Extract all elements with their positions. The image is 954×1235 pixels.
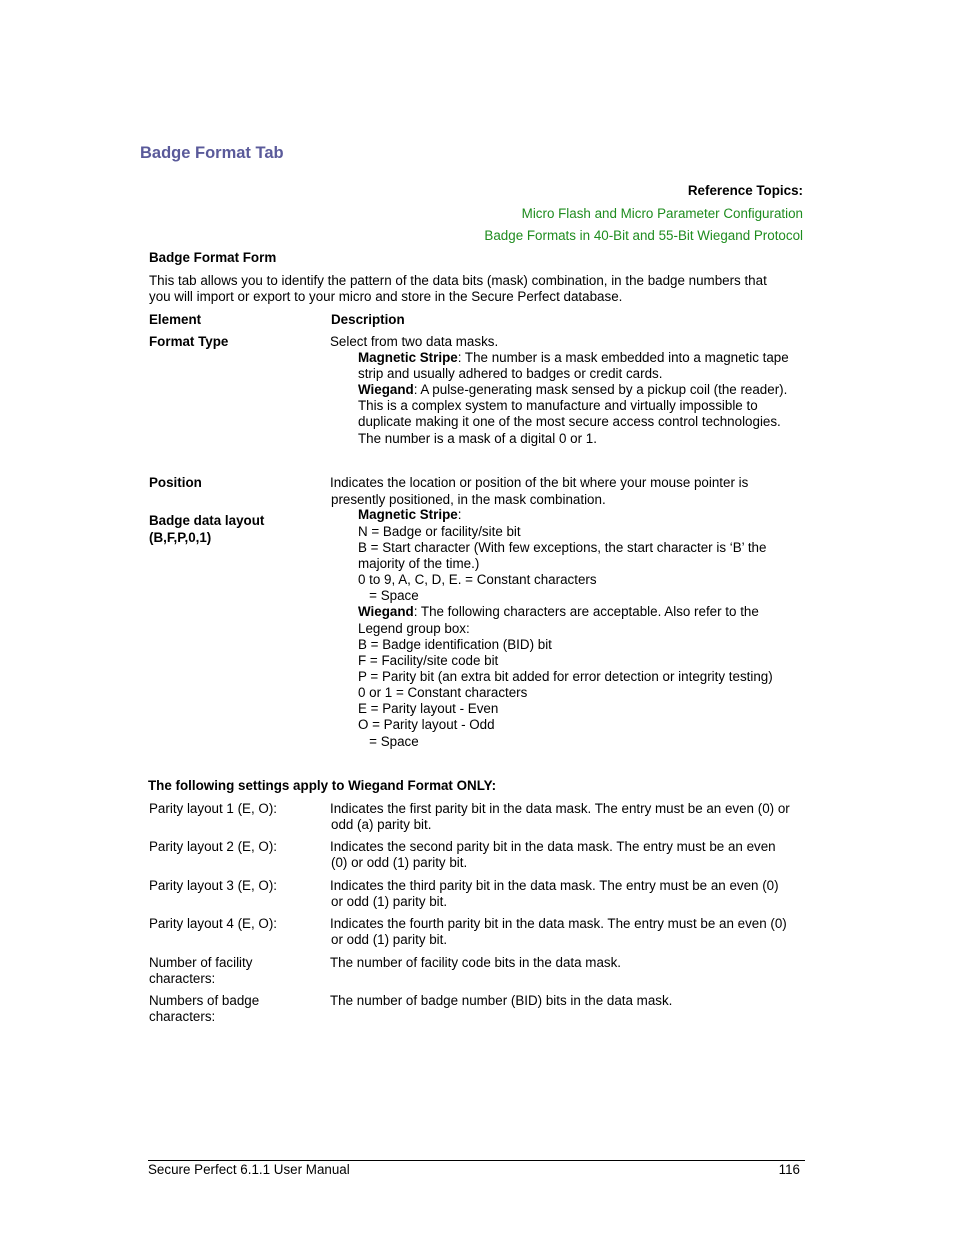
badge-layout-line: P = Parity bit (an extra bit added for error detection or integrity testing) [358,669,773,684]
badge-layout-wiegand-line [358,604,759,620]
page-title: Badge Format Tab [140,144,284,162]
setting-desc: or odd (1) parity bit. [331,894,448,909]
badge-layout-line: Legend group box: [358,621,470,636]
setting-desc: or odd (1) parity bit. [331,932,448,947]
setting-label: Parity layout 2 (E, O): [149,839,277,854]
form-heading: Badge Format Form [149,250,277,265]
setting-desc: Indicates the third parity bit in the data mask. The entry must be an even (0) [330,878,779,893]
badge-layout-line: majority of the time.) [358,556,480,571]
footer-divider [148,1160,805,1161]
position-desc-line: Indicates the location or position of the bit where your mouse pointer is [330,475,749,490]
setting-label: characters: [149,971,216,986]
wiegand-section-heading: The following settings apply to Wiegand Format ONLY: [148,778,497,793]
wiegand-term: Wiegand [358,382,414,397]
badge-layout-line: = Space [358,734,419,749]
wiegand-text: : The following characters are acceptable. Also refer to the [413,604,759,619]
setting-desc: The number of facility code bits in the data mask. [330,955,622,970]
format-type-magnetic-line [358,350,789,366]
reference-link-badge-formats[interactable]: Badge Formats in 40-Bit and 55-Bit Wiegand Protocol [484,228,803,243]
intro-line: you will import or export to your micro and store in the Secure Perfect database. [149,289,623,304]
setting-desc: Indicates the first parity bit in the data mask. The entry must be an even (0) or [330,801,790,816]
badge-layout-line: B = Start character (With few exceptions, the start character is ‘B’ the [358,540,767,555]
badge-layout-line: 0 to 9, A, C, D, E. = Constant characters [358,572,597,587]
setting-desc: (0) or odd (1) parity bit. [331,855,468,870]
badge-layout-magnetic-line [358,507,461,523]
setting-label: Parity layout 4 (E, O): [149,916,277,931]
wiegand-term: Wiegand [358,604,414,619]
format-type-line: The number is a mask of a digital 0 or 1. [358,431,597,446]
footer-manual-title: Secure Perfect 6.1.1 User Manual [148,1162,350,1177]
badge-layout-line: = Space [358,588,419,603]
setting-desc: Indicates the fourth parity bit in the data mask. The entry must be an even (0) [330,916,787,931]
magnetic-stripe-term: Magnetic Stripe [358,507,458,522]
setting-label: Parity layout 3 (E, O): [149,878,277,893]
wiegand-text: : A pulse-generating mask sensed by a pickup coil (the reader). [413,382,788,397]
reference-link-micro-flash[interactable]: Micro Flash and Micro Parameter Configuration [521,206,803,221]
setting-desc: Indicates the second parity bit in the data mask. The entry must be an even [330,839,776,854]
format-type-line: strip and usually adhered to badges or credit cards. [358,366,663,381]
element-column-header: Element [149,312,202,327]
badge-layout-line: 0 or 1 = Constant characters [358,685,528,700]
setting-label: Parity layout 1 (E, O): [149,801,277,816]
description-column-header: Description [331,312,405,327]
badge-layout-line: F = Facility/site code bit [358,653,499,668]
format-type-desc: Select from two data masks. [330,334,499,349]
setting-label: Number of facility [149,955,253,970]
reference-topics-heading: Reference Topics: [687,183,803,198]
magnetic-stripe-colon: : [457,507,462,522]
position-desc-line: presently positioned, in the mask combination. [331,492,606,507]
badge-layout-line: O = Parity layout - Odd [358,717,495,732]
footer-page-number: 116 [778,1162,800,1177]
format-type-line: This is a complex system to manufacture and virtually impossible to [358,398,758,413]
format-type-wiegand-line [358,382,787,398]
setting-desc: The number of badge number (BID) bits in the data mask. [330,993,673,1008]
position-label: Position [149,475,202,490]
badge-layout-line: E = Parity layout - Even [358,701,499,716]
magnetic-stripe-term: Magnetic Stripe [358,350,458,365]
format-type-label: Format Type [149,334,229,349]
badge-layout-line: B = Badge identification (BID) bit [358,637,552,652]
badge-layout-label: (B,F,P,0,1) [149,530,212,545]
setting-label: characters: [149,1009,216,1024]
badge-layout-line: N = Badge or facility/site bit [358,524,521,539]
magnetic-stripe-text: : The number is a mask embedded into a magnetic tape [457,350,789,365]
badge-layout-label: Badge data layout [149,513,265,528]
setting-desc: odd (a) parity bit. [331,817,432,832]
setting-label: Numbers of badge [149,993,260,1008]
format-type-line: duplicate making it one of the most secure access control technologies. [358,414,781,429]
intro-line: This tab allows you to identify the pattern of the data bits (mask) combination, in the badge numbers that [149,273,767,288]
